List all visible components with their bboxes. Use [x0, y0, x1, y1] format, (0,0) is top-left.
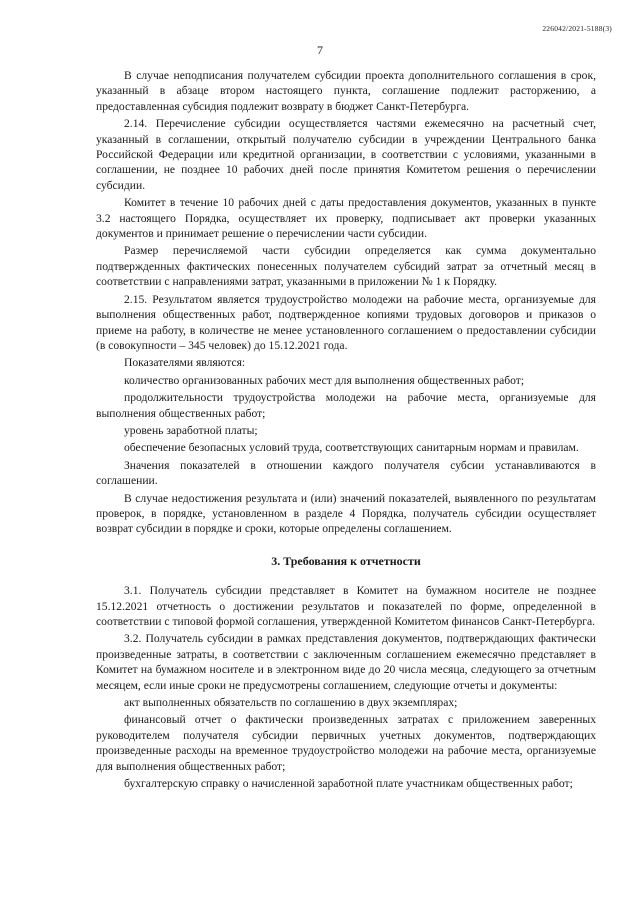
- section-title: 3. Требования к отчетности: [271, 553, 421, 568]
- paragraph: обеспечение безопасных условий труда, соответствующих санитарным нормам и правилам.: [124, 441, 579, 455]
- paragraph: 3.1. Получатель субсидии представляет в Комитет на бумажном носителе не позднее 15.12.2021 отчетность о достижении результатов и показателей по форме, определенной в соответствии с типовой формой соглашения, утвержденной Комитетом финансов Санкт-Петербурга.: [96, 584, 596, 628]
- paragraph: уровень заработной платы;: [124, 423, 258, 437]
- document-id: 226042/2021-5188(3): [542, 24, 612, 33]
- paragraph: Размер перечисляемой части субсидии определяется как сумма документально подтвержденных фактических понесенных получателем субсидий затрат за отчетный месяц в соответствии с направлениями затрат, указанными в приложении № 1 к Порядку.: [96, 244, 596, 289]
- paragraph: бухгалтерскую справку о начисленной заработной плате участникам общественных работ;: [124, 777, 573, 791]
- paragraph: 2.15. Результатом является трудоустройство молодежи на рабочие места, организуемые для выполнения общественных работ, подтвержденное копиями трудовых договоров и приказов о приеме на работу, в количестве не менее установленного соглашением о предоставлении субсидии (в совокупности – 345 человек) до 15.12.2021 года.: [96, 292, 596, 352]
- paragraph: количество организованных рабочих мест для выполнения общественных работ;: [124, 373, 525, 387]
- paragraph: продолжительности трудоустройства молодежи на рабочие места, организуемые для выполнения общественных работ;: [96, 391, 596, 420]
- paragraph: В случае неподписания получателем субсидии проекта дополнительного соглашения в срок, указанный в абзаце втором настоящего пункта, соглашение подлежит расторжению, а предоставленная субсидия подлежит возврату в бюджет Санкт-Петербурга.: [96, 69, 596, 113]
- paragraph: акт выполненных обязательств по соглашению в двух экземплярах;: [124, 696, 458, 710]
- paragraph: В случае недостижения результата и (или) значений показателей, выявленного по результатам проверок, в порядке, установленном в разделе 4 Порядка, получатель субсидии осуществляет возврат субсидии в порядке и сроки, которые определены соглашением.: [96, 491, 596, 536]
- paragraph: 2.14. Перечисление субсидии осуществляется частями ежемесячно на расчетный счет, указанный в соглашении, открытый получателю субсидии в учреждении Центрального банка Российской Федерации или кредитной организации, в соответствии с условиями, указанными в соглашении, не позднее 10 рабочих дней после принятия Комитетом решения о перечислении субсидии.: [96, 117, 596, 192]
- paragraph: Комитет в течение 10 рабочих дней с даты предоставления документов, указанных в пункте 3.2 настоящего Порядка, осуществляет их проверку, подписывает акт проверки указанных документов и принимает решение о перечислении части субсидии.: [96, 196, 596, 241]
- document-body: [96, 68, 596, 791]
- paragraph: Значения показателей в отношении каждого получателя субсии устанавливаются в соглашении.: [96, 458, 596, 488]
- paragraph: финансовый отчет о фактически произведенных затратах с приложением заверенных руководителем получателя субсидии первичных учетных документов, подтверждающих произведенные расходы на временное трудоустройство молодежи на рабочие места, организуемые для выполнения общественных работ;: [96, 713, 596, 773]
- paragraph: 3.2. Получатель субсидии в рамках представления документов, подтверждающих фактически произведенные затраты, в соответствии с заключенным соглашением ежемесячно представляет в Комитет на бумажном носителе и в электронном виде до 20 числа месяца, следующего за отчетным месяцем, если иные сроки не предусмотрены соглашением, следующие отчеты и документы:: [96, 632, 596, 692]
- paragraph: Показателями являются:: [124, 356, 246, 370]
- page-number: 7: [317, 43, 323, 57]
